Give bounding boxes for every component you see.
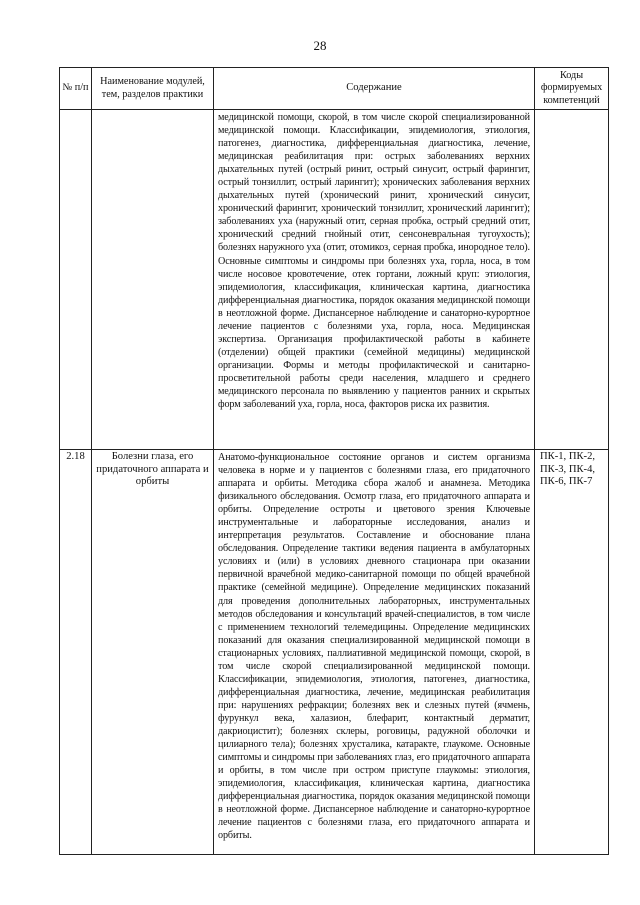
table-header-row [60,68,609,110]
table-row [60,110,609,450]
row-module: Болезни глаза, его придаточного аппарата и орбиты [92,450,214,855]
page-number: 28 [313,38,327,53]
row-module [92,110,214,450]
row-number [60,110,92,450]
table-row [60,450,609,855]
row-number: 2.18 [60,450,92,855]
row-codes: ПК-1, ПК-2, ПК-3, ПК-4, ПК-6, ПК-7 [535,450,609,855]
header-number: № п/п [60,68,92,110]
row-content: медицинской помощи, скорой, в том числе скорой специализированной медицинской помощи. Классификации, эпидемиология, этиология, патогенез, диагностика, дифференциальная диагностика, лечение, медицинская реабилитация при: острых заболеваниях верхних дыхательных путей (острый ринит, острый синусит, острый фарингит, острый тонзиллит, острый ларингит); хронических заболевания верхних дыхательных путей (хронический ринит, хронический синусит, хронический фарингит, хронический тонзиллит, хронический ларингит); заболеваниях уха (наружный отит, серная пробка, острый средний отит, хронический средний гнойный отит, сенсоневральная тугоухость); болезнях наружного уха (отит, отомикоз, серная пробка, инородное тело). Основные симптомы и синдромы при болезнях уха, горла, носа, в том числе носовое кровотечение, отек гортани, ложный круп: этиология, эпидемиология, классификация, клиническая картина, диагностика дифференциальная диагностика, порядок оказания медицинской помощи в неотложной форме. Диспансерное наблюдение и санаторно-курортное лечение пациентов с болезнями уха, горла, носа. Медицинская экспертиза. Организация профилактической работы в кабинете (отделении) общей практики (семейной медицины) медицинской организации. Формы и методы профилактической и санитарно-просветительной работы среди населения, младшего и среднего медицинского персонала по выявлению у пациентов ранних и скрытых форм заболеваний уха, горла, носа, факторов риска их развития. [214,110,535,450]
practice-content-table [59,67,609,855]
header-content: Содержание [214,68,535,110]
row-content: Анатомо-функциональное состояние органов и систем организма человека в норме и у пациентов с болезнями глаза, его придаточного аппарата и орбиты. Методика сбора жалоб и анамнеза. Методика физикального обследования. Осмотр глаза, его придаточного аппарата и орбиты. Определение остроты и цветового зрения Ключевые инструментальные и лабораторные исследования, анализ и интерпретация результатов. Составление и обоснование плана обследования. Определение тактики ведения пациента в амбулаторных условиях и (или) в условиях дневного стационара при оказании первичной врачебной медико-санитарной помощи по общей врачебной практике (семейной медицине). Определение медицинских показаний для проведения дополнительных лабораторных, инструментальных методов обследования и консультаций врачей-специалистов, в том числе с применением технологий телемедицины. Определение медицинских показаний для оказания специализированной медицинской помощи в стационарных условиях, паллиативной медицинской помощи, скорой, в том числе скорой специализированной медицинской помощи. Классификации, эпидемиология, этиология, патогенез, диагностика, дифференциальная диагностика, лечение, медицинская реабилитация при: нарушениях рефракции; болезнях век и слезных путей (ячмень, фурункул века, халазион, блефарит, контактный дерматит, дакриоцистит); болезнях склеры, роговицы, радужной оболочки и цилиарного тела); болезнях хрусталика, катаракте, глаукоме. Основные симптомы и синдромы при заболеваниях глаз, его придаточного аппарата и орбиты, в том числе при остром приступе глаукомы: этиология, эпидемиология, классификация, клиническая картина, диагностика дифференциальная диагностика, порядок оказания медицинской помощи в неотложной форме. Диспансерное наблюдение и санаторно-курортное лечение пациентов с болезнями глаза, его придаточного аппарата и орбиты. [214,450,535,855]
header-module: Наименование модулей, тем, разделов практики [92,68,214,110]
row-codes [535,110,609,450]
header-codes: Коды формируемых компетенций [535,68,609,110]
